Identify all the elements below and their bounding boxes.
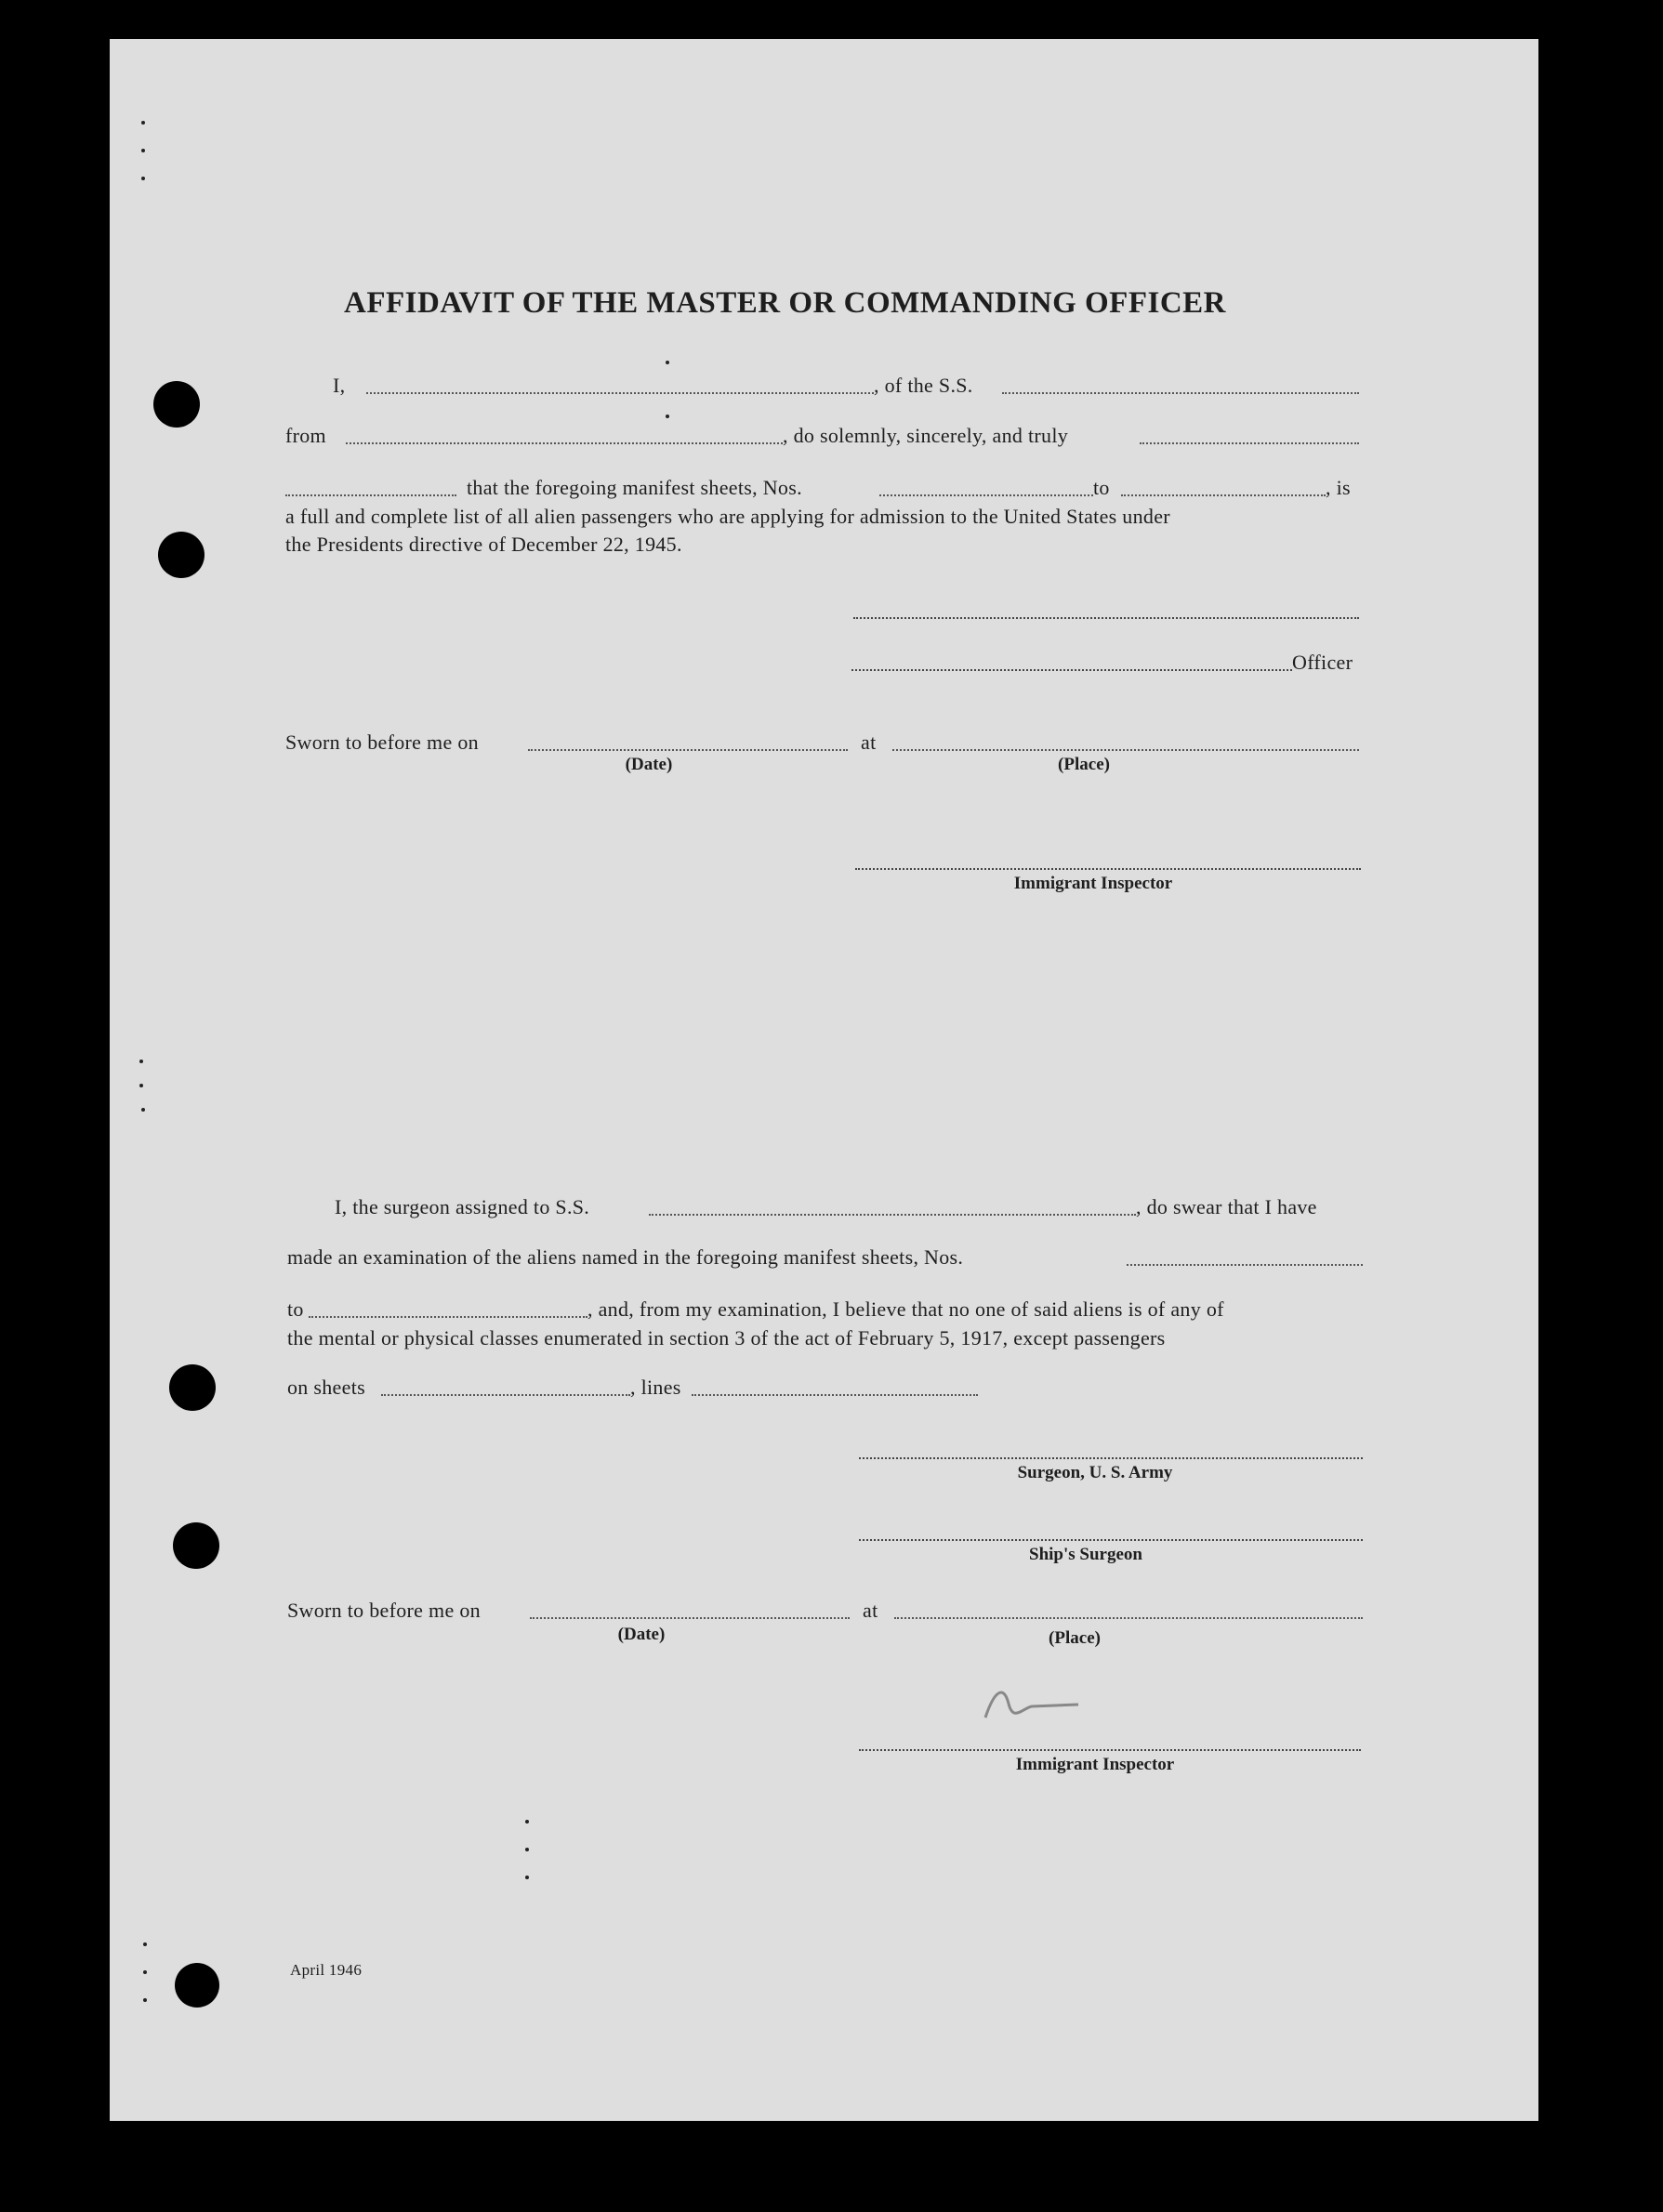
surgeon-sheets-field[interactable] (381, 1394, 630, 1396)
surgeon-inspector-line[interactable] (859, 1749, 1361, 1751)
speck (141, 177, 145, 180)
speck (139, 1060, 143, 1063)
ship-surgeon-caption: Ship's Surgeon (1029, 1545, 1142, 1564)
speck (525, 1820, 529, 1824)
surgeon-nos-to-field[interactable] (309, 1316, 587, 1318)
master-sworn-place-field[interactable] (892, 749, 1359, 751)
master-place-caption: (Place) (1058, 755, 1110, 774)
speck (139, 1084, 143, 1087)
surgeon-sworn-date-field[interactable] (530, 1617, 850, 1619)
surgeon-line1-text: I, the surgeon assigned to S.S. (335, 1195, 590, 1218)
master-inspector-line[interactable] (855, 868, 1361, 870)
speck (525, 1848, 529, 1851)
punch-hole (169, 1364, 216, 1411)
form-page (110, 39, 1538, 2121)
speck (666, 361, 669, 364)
speck (141, 1108, 145, 1112)
army-surgeon-caption: Surgeon, U. S. Army (1017, 1463, 1173, 1482)
surgeon-sworn-label: Sworn to before me on (287, 1599, 481, 1622)
punch-hole (173, 1522, 219, 1569)
master-line3-to: to (1093, 476, 1110, 499)
master-date-caption: (Date) (625, 755, 673, 774)
army-surgeon-signature-line[interactable] (859, 1457, 1363, 1459)
speck (143, 1970, 147, 1974)
speck (525, 1876, 529, 1879)
master-sworn-at: at (861, 731, 877, 754)
speck (666, 415, 669, 418)
surgeon-nos-from-field[interactable] (1127, 1264, 1363, 1266)
master-line2-from: from (285, 424, 326, 447)
master-line5: the Presidents directive of December 22, 1945. (285, 533, 682, 556)
master-nos-to-field[interactable] (1121, 494, 1326, 496)
master-inspector-caption: Immigrant Inspector (1013, 874, 1173, 893)
master-line3-text: that the foregoing manifest sheets, Nos. (467, 476, 802, 499)
punch-hole (175, 1963, 219, 2008)
punch-hole (158, 532, 205, 578)
surgeon-inspector-caption: Immigrant Inspector (1015, 1755, 1175, 1774)
officer-signature-line[interactable] (851, 669, 1292, 671)
speck (141, 121, 145, 125)
master-line1-ship-label: , of the S.S. (874, 374, 973, 397)
form-date-footer: April 1946 (290, 1961, 363, 1979)
master-from-field[interactable] (346, 442, 783, 444)
surgeon-date-caption: (Date) (617, 1625, 666, 1644)
speck (143, 1942, 147, 1946)
pencil-mark (967, 1680, 1097, 1736)
master-signature-line[interactable] (853, 617, 1359, 619)
master-sworn-date-field[interactable] (528, 749, 848, 751)
surgeon-sworn-at: at (863, 1599, 878, 1622)
surgeon-line5-lines: , lines (630, 1376, 681, 1399)
master-line4: a full and complete list of all alien passengers who are applying for admission to the United States under (285, 505, 1170, 528)
punch-hole (153, 381, 200, 428)
surgeon-ship-field[interactable] (649, 1214, 1136, 1216)
surgeon-line2: made an examination of the aliens named in the foregoing manifest sheets, Nos. (287, 1245, 964, 1269)
surgeon-line3-text: , and, from my examination, I believe that no one of said aliens is of any of (587, 1297, 1224, 1321)
surgeon-line1-end: , do swear that I have (1136, 1195, 1317, 1218)
master-nos-from-field[interactable] (879, 494, 1093, 496)
master-line2-text: , do solemnly, sincerely, and truly (783, 424, 1069, 447)
ship-surgeon-signature-line[interactable] (859, 1539, 1363, 1541)
surgeon-line4: the mental or physical classes enumerated in section 3 of the act of February 5, 1917, except passengers (287, 1326, 1166, 1350)
surgeon-line3-to: to (287, 1297, 304, 1321)
master-sworn-label: Sworn to before me on (285, 731, 479, 754)
speck (141, 149, 145, 152)
master-ship-field[interactable] (1002, 392, 1359, 394)
surgeon-place-caption: (Place) (1049, 1628, 1101, 1648)
master-affirm-field[interactable] (285, 494, 456, 496)
surgeon-line5-sheets: on sheets (287, 1376, 365, 1399)
officer-label: Officer (1292, 651, 1353, 674)
master-line3-end: , is (1326, 476, 1351, 499)
master-swear-field[interactable] (1140, 442, 1359, 444)
surgeon-sworn-place-field[interactable] (894, 1617, 1363, 1619)
master-name-field[interactable] (366, 392, 874, 394)
form-title: AFFIDAVIT OF THE MASTER OR COMMANDING OFFICER (344, 286, 1226, 320)
surgeon-lines-field[interactable] (692, 1394, 978, 1396)
master-line1-prefix: I, (333, 374, 346, 397)
speck (143, 1998, 147, 2002)
